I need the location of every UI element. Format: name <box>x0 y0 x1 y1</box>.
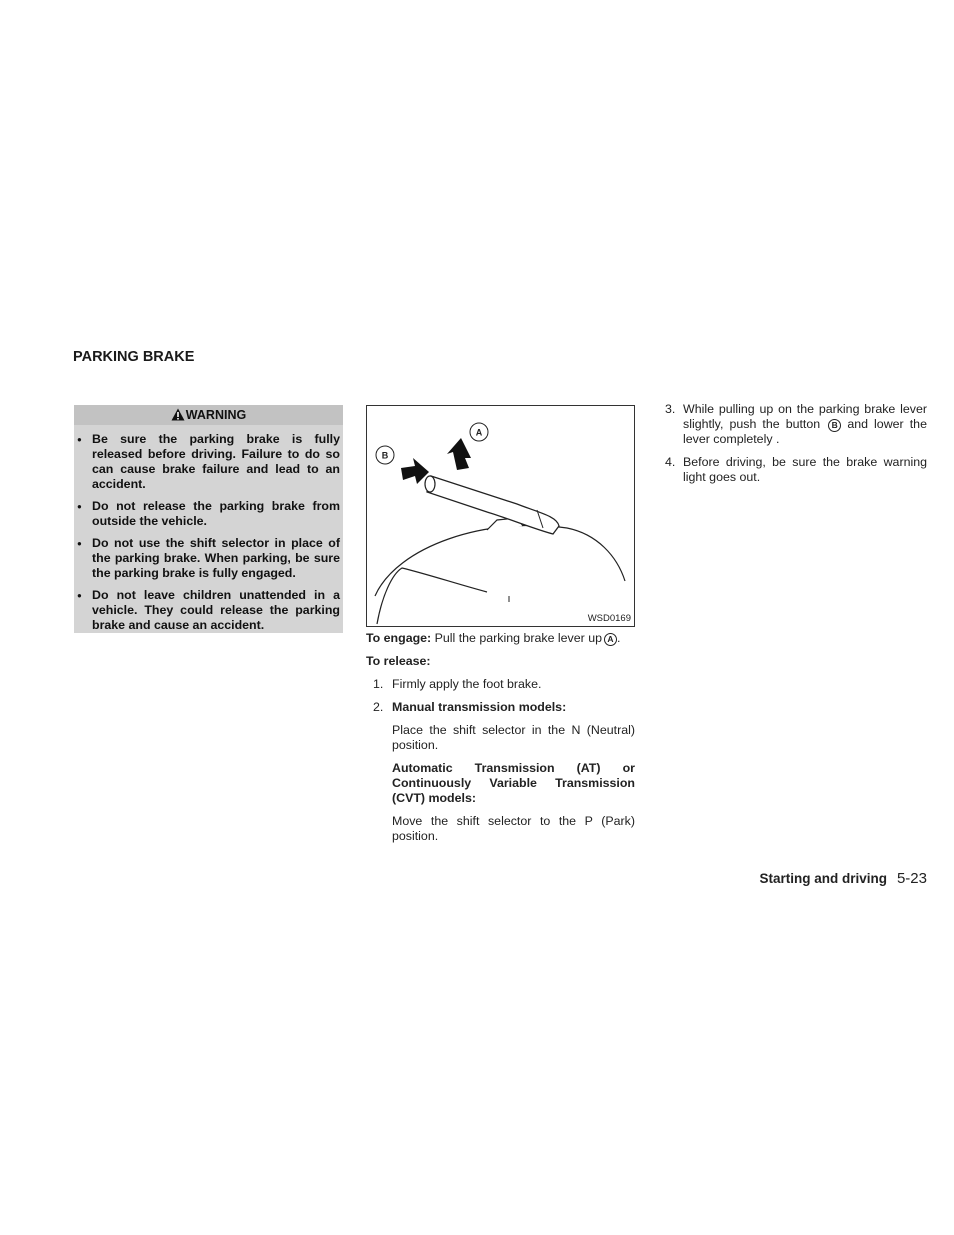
warning-item: ● Do not release the parking brake from outside the vehicle. <box>92 499 340 529</box>
warning-item: ● Be sure the parking brake is fully released before driving. Failure to do so can cause brake failure and lead to an accident. <box>92 432 340 492</box>
release-step-2 <box>366 700 635 715</box>
warning-item: ● Do not use the shift selector in place of the parking brake. When parking, be sure the parking brake is fully engaged. <box>92 536 340 581</box>
parking-brake-figure <box>366 405 635 627</box>
page-footer <box>759 871 927 886</box>
manual-transmission-text: Place the shift selector in the N (Neutral) position. <box>392 723 635 752</box>
release-instructions <box>366 631 635 852</box>
step-text: Firmly apply the foot brake. <box>392 677 542 691</box>
release-label: To release: <box>366 654 431 668</box>
warning-header <box>74 405 343 425</box>
ref-a-marker: A <box>604 633 617 646</box>
engage-paragraph <box>366 631 635 646</box>
footer-section: Starting and driving <box>759 871 887 886</box>
warning-box <box>74 405 343 633</box>
figure-code: WSD0169 <box>587 613 631 624</box>
page-number: 5-23 <box>896 870 927 887</box>
automatic-transmission-title: Automatic Transmission (AT) or Continuously Variable Transmission (CVT) models: <box>392 761 635 805</box>
release-instructions-continued <box>665 402 927 493</box>
release-step-1 <box>366 677 635 692</box>
step-number: 2. <box>373 700 384 714</box>
engage-label: To engage: <box>366 631 432 645</box>
figure-label-b: B <box>381 450 389 461</box>
step-text: Before driving, be sure the brake warning light goes out. <box>683 455 927 484</box>
parking-brake-illustration <box>367 406 634 626</box>
release-step-4 <box>665 455 927 485</box>
warning-item: ● Do not leave children unattended in a vehicle. They could release the parking brake and cause an accident. <box>92 588 340 633</box>
figure-label-a: A <box>475 427 483 438</box>
automatic-transmission-text: Move the shift selector to the P (Park) position. <box>392 814 635 843</box>
release-step-3 <box>665 402 927 447</box>
step-number: 3. <box>665 402 676 416</box>
step-title: Manual transmission models: <box>392 700 567 714</box>
ref-b-marker: B <box>828 419 841 432</box>
engage-end: . <box>617 631 621 645</box>
step-number: 4. <box>665 455 676 469</box>
step-text-cont: and lower the lever completely . <box>683 417 927 446</box>
section-title: PARKING BRAKE <box>73 349 195 365</box>
step-text: While pulling up on the parking brake lever slightly, push the button <box>683 402 927 431</box>
warning-triangle-icon <box>171 408 185 421</box>
step-number: 1. <box>373 677 384 691</box>
warning-list <box>74 425 343 633</box>
warning-title: WARNING <box>185 408 247 422</box>
engage-text: Pull the parking brake lever up <box>434 631 602 645</box>
